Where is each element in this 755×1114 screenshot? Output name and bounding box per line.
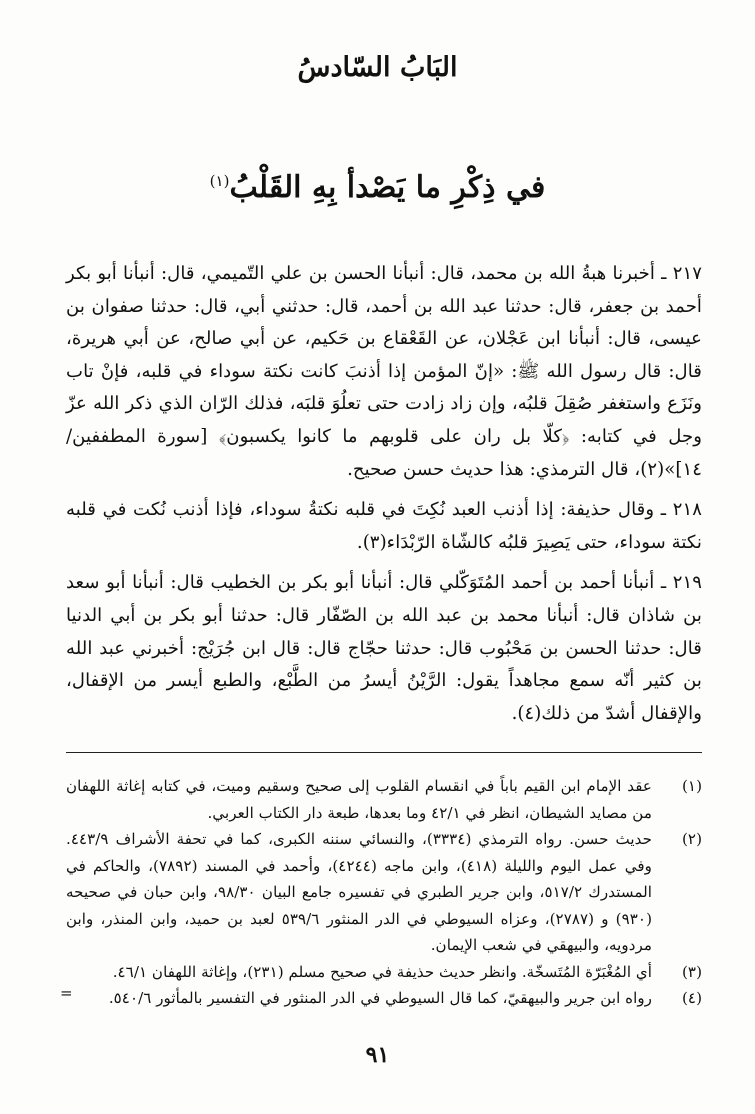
chapter-title: البَابُ السّادسُ [297, 52, 458, 83]
footnote-4 [66, 985, 702, 1012]
paragraph-218: ٢١٨ ـ وقال حذيفة: إذا أذنب العبد نُكِتَ في قلبه نكتةُ سوداء، فإذا أذنب نُكت في قلبه نكتة سوداء، حتى يَصِيرَ قلبُه كالشّاة الرّبْدَاء(٣). [66, 499, 702, 553]
footnote-3 [66, 959, 702, 986]
footnote-text: رواه ابن جرير والبيهقيّ، كما قال السيوطي في الدر المنثور في التفسير بالمأثور ٥٤٠/٦. [108, 989, 652, 1007]
section-title: في ذِكْرِ ما يَصْدأ بِهِ القَلْبُ [229, 170, 546, 205]
footnote-number: (٣) [681, 962, 702, 981]
footnote-text: أي المُغْبَرّة المُتَسخّة. وانظر حديث حذيفة في صحيح مسلم (٢٣١)، وإغاثة اللهفان ٤٦/١. [112, 962, 652, 981]
page-number: ٩١ [365, 1042, 390, 1068]
footnote-text: عقد الإمام ابن القيم باباً في انقسام القلوب إلى صحيح وسقيم وميت، في كتابه إغاثة اللهفان من مصايد الشيطان، انظر في ٤٢/١ وما بعدها، طبعة دار الكتاب العربي. [66, 777, 652, 822]
footnote-number: (٢) [681, 830, 702, 848]
footnote-separator [66, 752, 702, 753]
footnote-text: حديث حسن. رواه الترمذي (٣٣٣٤)، والنسائي سننه الكبرى، كما في تحفة الأشراف ٤٤٣/٩. وفي عمل اليوم والليلة (٤١٨)، وابن ماجه (٤٢٤٤)، وأحمد في المسند (٧٨٩٢)، والحاكم في المستدرك ٥١٧/٢، وابن جرير الطبري في تفسيره جامع البيان ٩٨/٣٠، وابن حبان في صحيحه (٩٣٠) و (٢٧٨٧)، وعزاه السيوطي في الدر المنثور ٥٣٩/٦ لعبد بن حميد، وابن المنذر، وابن مردويه، والبيهقي في شعب الإيمان. [66, 830, 653, 954]
main-text [66, 258, 702, 730]
footnote-1 [66, 773, 702, 826]
footnote-number: (١) [681, 777, 702, 795]
section-footnote-ref: (١) [209, 172, 230, 190]
continuation-mark: = [60, 984, 73, 1002]
footnote-number: (٤) [681, 989, 702, 1007]
footnotes [66, 773, 702, 1012]
paragraph-219: ٢١٩ ـ أنبأنا أحمد بن أحمد المُتَوَكّلي قال: أنبأنا أبو بكر بن الخطيب قال: أنبأنا أبو سعد بن شاذان قال: أنبأنا محمد بن عبد الله بن الصّفّار قال: حدثنا أبو بكر بن أبي الدنيا قال: حدثنا الحسن بن مَحْبُوب قال: حدثنا حجّاج قال: قال ابن جُرَيْج: أخبرني عبد الله بن كثير أنّه سمع مجاهداً يقول: الرَّيْنُ أيسرُ من الطَّبْع، والطبع أيسر من الإقفال، والإقفال أشدّ من ذلك(٤). [66, 572, 702, 724]
footnote-2 [66, 826, 702, 959]
paragraph-217: ٢١٧ ـ أخبرنا هبةُ الله بن محمد، قال: أنبأنا الحسن بن علي التّميمي، قال: أنبأنا أبو بكر أحمد بن جعفر، قال: حدثنا عبد الله بن أحمد، قال: حدثني أبي، قال: حدثنا صفوان بن عيسى، قال: أنبأنا ابن عَجْلان، عن القَعْقاع بن حَكيم، عن أبي صالح، عن أبي هريرة، قال: قال رسول الله ﷺ: «إنّ المؤمن إذا أذنبَ كانت نكتة سوداء في قلبه، فإنْ تاب ونَزَع واستغفر صُقِلَ قلبُه، وإن زاد زادت حتى تعلُوَ قلبَه، فذلك الرّان الذي ذكر الله عزّ وجل في كتابه: ﴿كلّا بل ران على قلوبهم ما كانوا يكسبون﴾ [سورة المطففين/ ١٤]»(٢)، قال الترمذي: هذا حديث حسن صحيح. [66, 263, 702, 480]
section-heading [0, 170, 755, 205]
